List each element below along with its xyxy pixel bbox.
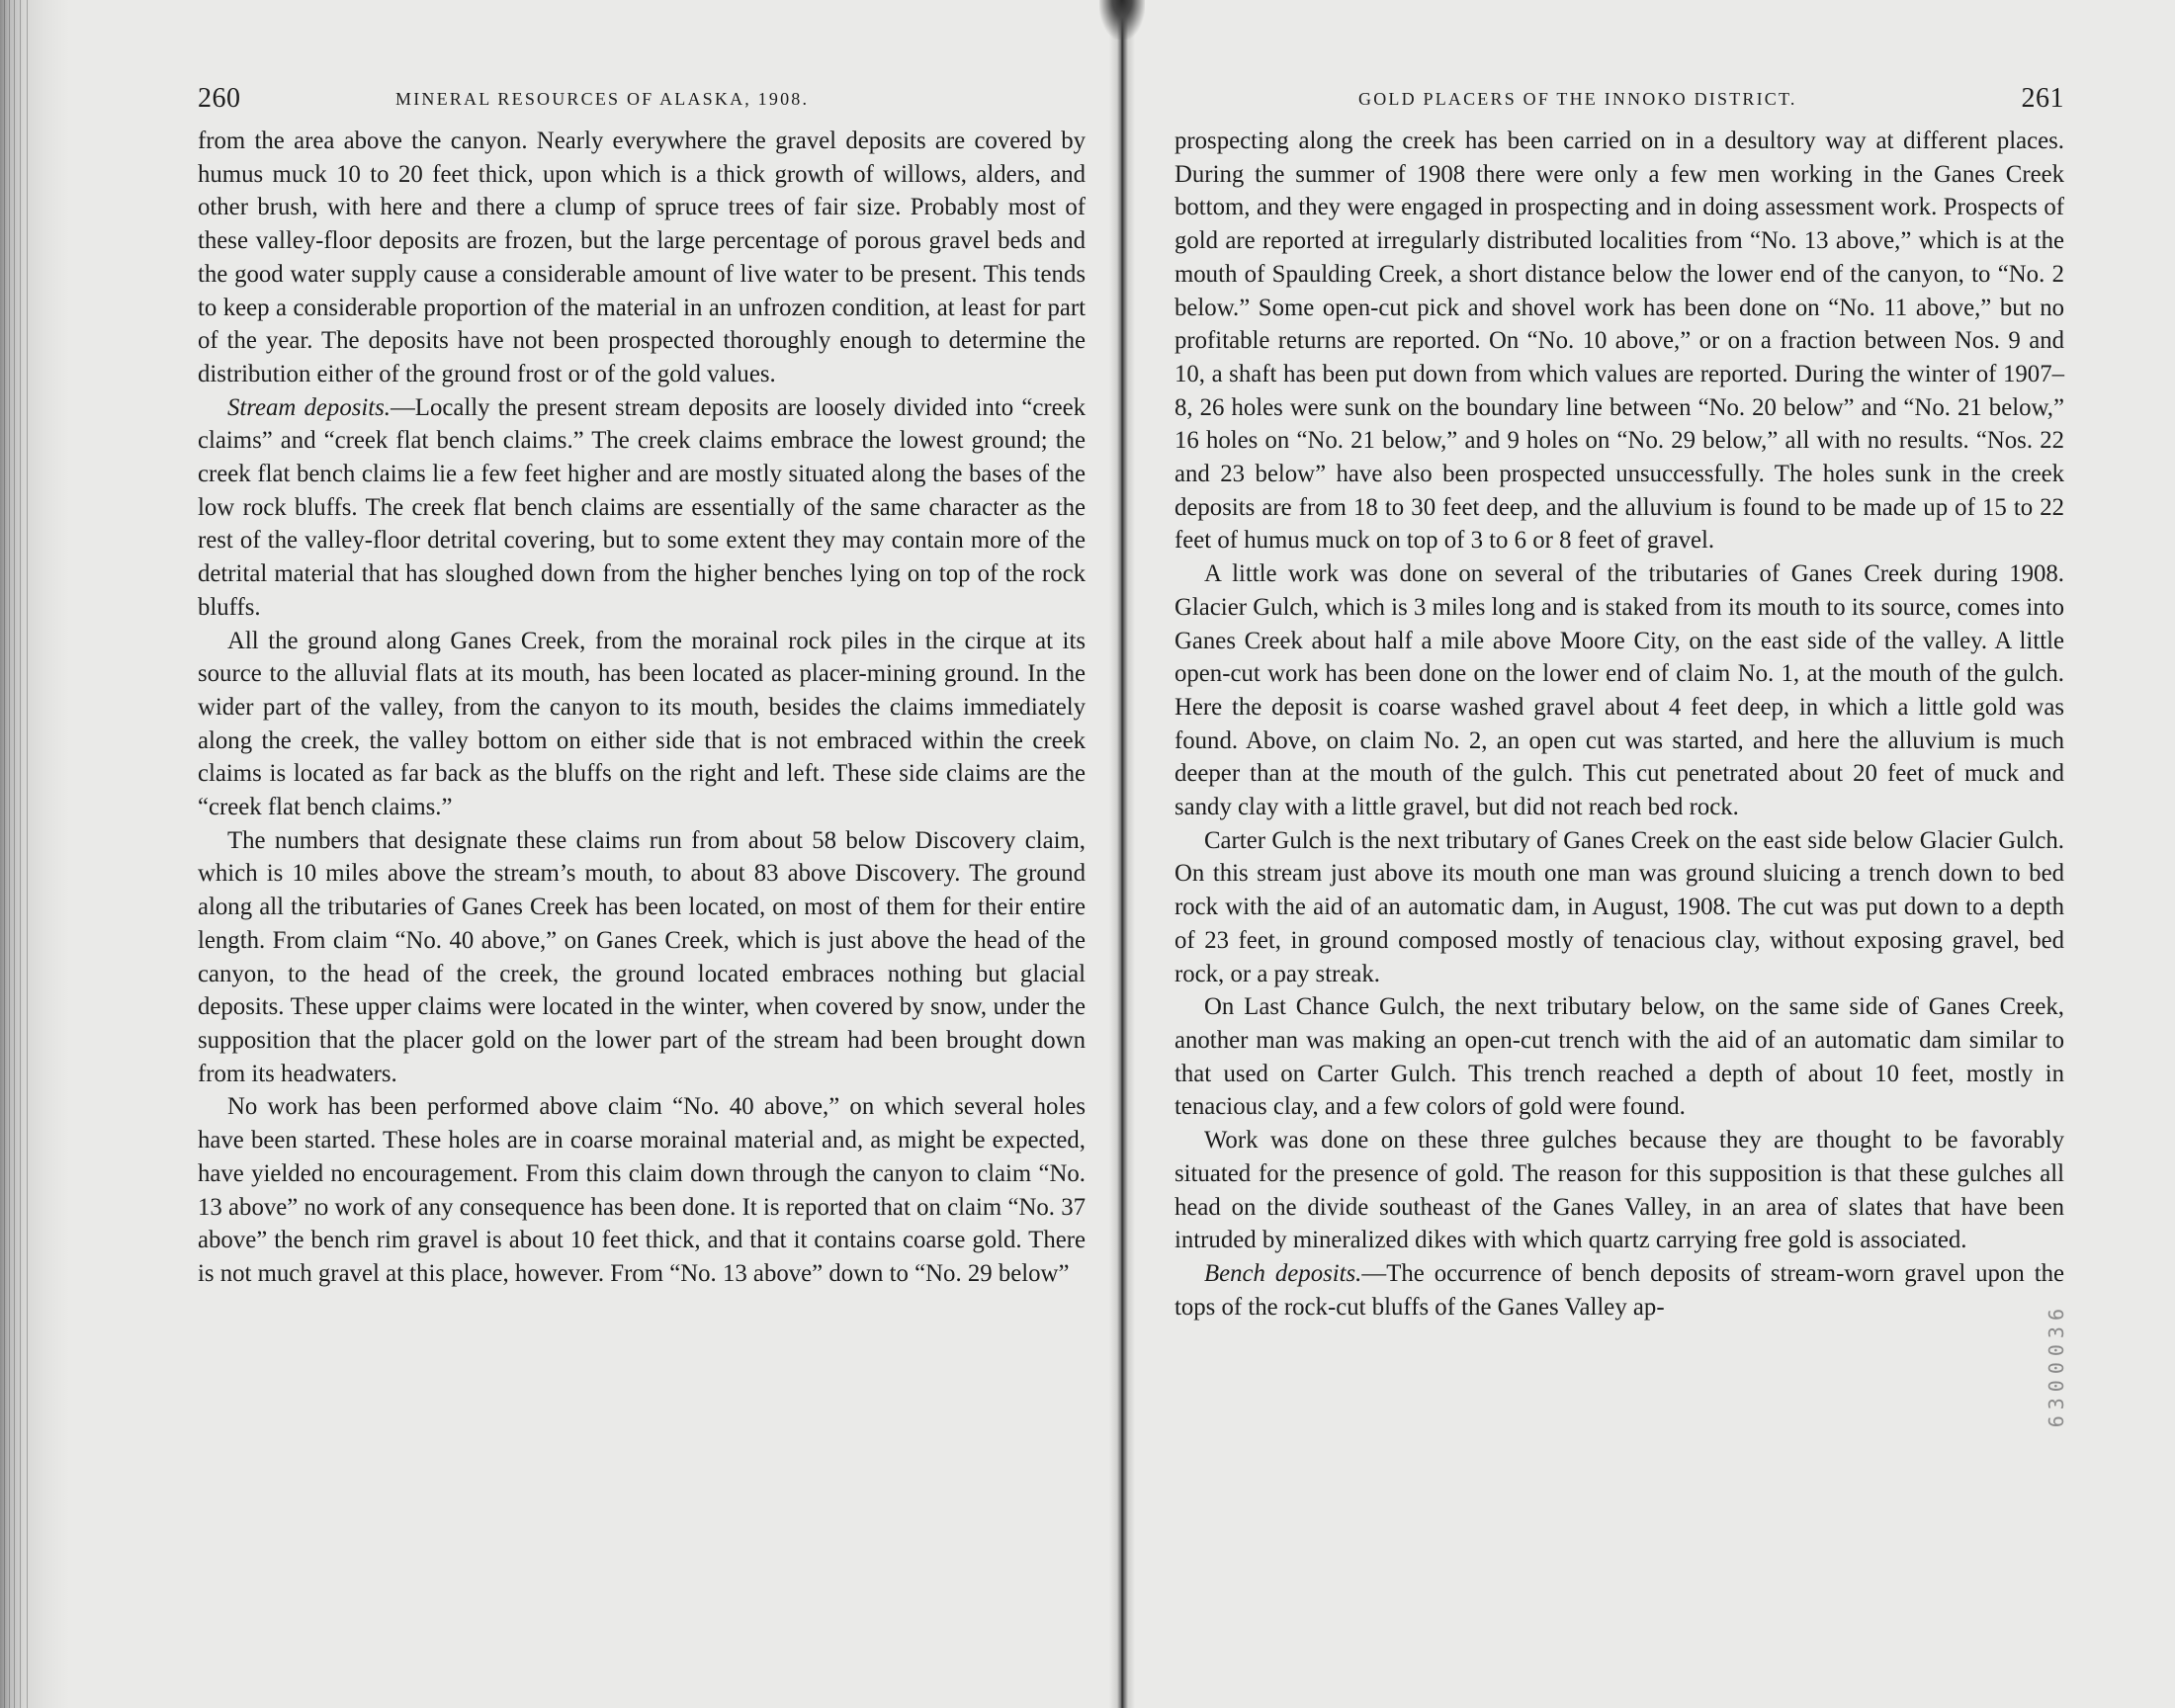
right-page-paragraph: Work was done on these three gulches because they are thought to be favorably situated for the presence of gold. The reason for this supposition is that these gulches all head on the divide southeast of the Ganes Valley, in an area of slates that have been intruded by mineralized dikes with which quartz carrying free gold is associated. xyxy=(1174,1127,2064,1254)
left-page-edge xyxy=(0,0,69,1708)
right-page-paragraph: On Last Chance Gulch, the next tributary below, on the same side of Ganes Creek, another man was making an open-cut trench with the aid of an automatic dam similar to that used on Carter Gulch. This trench reached a depth of about 10 feet, mostly in tenacious clay, and a few colors of gold were found. xyxy=(1174,993,2064,1121)
right-page-paragraph: A little work was done on several of the tributaries of Ganes Creek during 1908. Glacier Gulch, which is 3 miles long and is staked from its mouth to its source, comes into Ganes Creek about half a mile above Moore City, on the east side of the valley. A little open-cut work has been done on the lower end of claim No. 1, at the mouth of the gulch. Here the deposit is coarse washed gravel about 4 feet deep, in which a little gold was found. Above, on claim No. 2, an open cut was started, and here the alluvium is much deeper than at the mouth of the gulch. This cut penetrated about 20 feet of muck and sandy clay with a little gravel, but did not reach bed rock. xyxy=(1174,560,2064,821)
left-page xyxy=(198,0,1086,1708)
right-running-title: GOLD PLACERS OF THE INNOKO DISTRICT. xyxy=(1358,89,1797,109)
left-page-body xyxy=(198,125,1086,1291)
left-page-number: 260 xyxy=(198,83,241,114)
right-page xyxy=(1174,0,2064,1708)
left-page-paragraph xyxy=(198,391,1086,625)
right-page-paragraph xyxy=(1174,1257,2064,1324)
left-page-paragraph: All the ground along Ganes Creek, from the morainal rock piles in the cirque at its source to the alluvial flats at its mouth, has been located as placer-mining ground. In the wider part of the valley, from the canyon to its mouth, besides the claims immediately along the creek, the valley bottom on either side that is not embraced within the creek claims is located as far back as the bluffs on the right and left. These side claims are the “creek flat bench claims.” xyxy=(198,627,1086,821)
left-running-title: MINERAL RESOURCES OF ALASKA, 1908. xyxy=(395,89,810,109)
left-page-paragraph: The numbers that designate these claims run from about 58 below Discovery claim, which is 10 miles above the stream’s mouth, to about 83 above Discovery. The ground along all the tributaries of Ganes Creek has been located, on most of them for their entire length. From claim “No. 40 above,” on Ganes Creek, which is just above the head of the canyon, to the head of the creek, the ground located embraces nothing but glacial deposits. These upper claims were located in the winter, when covered by snow, under the supposition that the placer gold on the lower part of the stream had been brought down from its headwaters. xyxy=(198,826,1086,1087)
right-page-number: 261 xyxy=(2021,83,2064,114)
right-page-body xyxy=(1174,125,2064,1324)
stamp-number: 6300036 xyxy=(2044,1303,2068,1428)
left-page-header xyxy=(198,83,1086,119)
paragraph-text: —The occurrence of bench deposits of stream-worn gravel upon the tops of the rock-cut bluffs of the Ganes Valley ap- xyxy=(1174,1259,2064,1321)
right-page-paragraph: prospecting along the creek has been carried on in a desultory way at different places. During the summer of 1908 there were only a few men working in the Ganes Creek bottom, and they were engaged in prospecting and in doing assessment work. Prospects of gold are reported at irregularly distributed localities from “No. 13 above,” which is at the mouth of Spaulding Creek, a short distance below the lower end of the canyon, to “No. 2 below.” Some open-cut pick and shovel work has been done on “No. 11 above,” but no profitable returns are reported. On “No. 10 above,” or on a fraction between Nos. 9 and 10, a shaft has been put down from which values are reported. During the winter of 1907–8, 26 holes were sunk on the boundary line between “No. 20 below” and “No. 21 below,” 16 holes on “No. 21 below,” and 9 holes on “No. 29 below,” all with no results. “Nos. 22 and 23 below” have also been prospected unsuccessfully. The holes sunk in the creek deposits are from 18 to 30 feet deep, and the alluvium is found to be made up of 15 to 22 feet of humus muck on top of 3 to 6 or 8 feet of gravel. xyxy=(1174,128,2064,555)
left-page-paragraph: from the area above the canyon. Nearly everywhere the gravel deposits are covered by humus muck 10 to 20 feet thick, upon which is a thick growth of willows, alders, and other brush, with here and there a clump of spruce trees of fair size. Probably most of these valley-floor deposits are frozen, but the large percentage of porous gravel beds and the good water supply cause a considerable amount of live water to be present. This tends to keep a considerable proportion of the material in an unfrozen condition, at least for part of the year. The deposits have not been prospected thoroughly enough to determine the distribution either of the ground frost or of the gold values. xyxy=(198,128,1086,387)
right-page-paragraph: Carter Gulch is the next tributary of Ganes Creek on the east side below Glacier Gulch. On this stream just above its mouth one man was ground sluicing a trench down to bed rock with the aid of an automatic dam, in August, 1908. The cut was put down to a depth of 23 feet, in ground composed mostly of tenacious clay, without exposing gravel, bed rock, or a pay streak. xyxy=(1174,826,2064,987)
paragraph-text: —Locally the present stream deposits are loosely divided into “creek claims” and “creek flat bench claims.” The creek claims embrace the lowest ground; the creek flat bench claims lie a few feet higher and are mostly situated along the bases of the low rock bluffs. The creek flat bench claims are essentially of the same character as the rest of the valley-floor detrital covering, but to some extent they may contain more of the detrital material that has sloughed down from the higher benches lying on top of the rock bluffs. xyxy=(198,393,1086,621)
book-gutter xyxy=(1109,0,1135,1708)
left-page-paragraph: No work has been performed above claim “No. 40 above,” on which several holes have been started. These holes are in coarse morainal material and, as might be expected, have yielded no encouragement. From this claim down through the canyon to claim “No. 13 above” no work of any consequence has been done. It is reported that on claim “No. 37 above” the bench rim gravel is about 10 feet thick, and that it contains coarse gold. There is not much gravel at this place, however. From “No. 13 above” down to “No. 29 below” xyxy=(198,1093,1086,1287)
right-page-header xyxy=(1174,83,2064,119)
gutter-shadow xyxy=(1099,0,1145,40)
section-heading: Bench deposits. xyxy=(1204,1259,1362,1287)
section-heading: Stream deposits. xyxy=(227,393,391,421)
